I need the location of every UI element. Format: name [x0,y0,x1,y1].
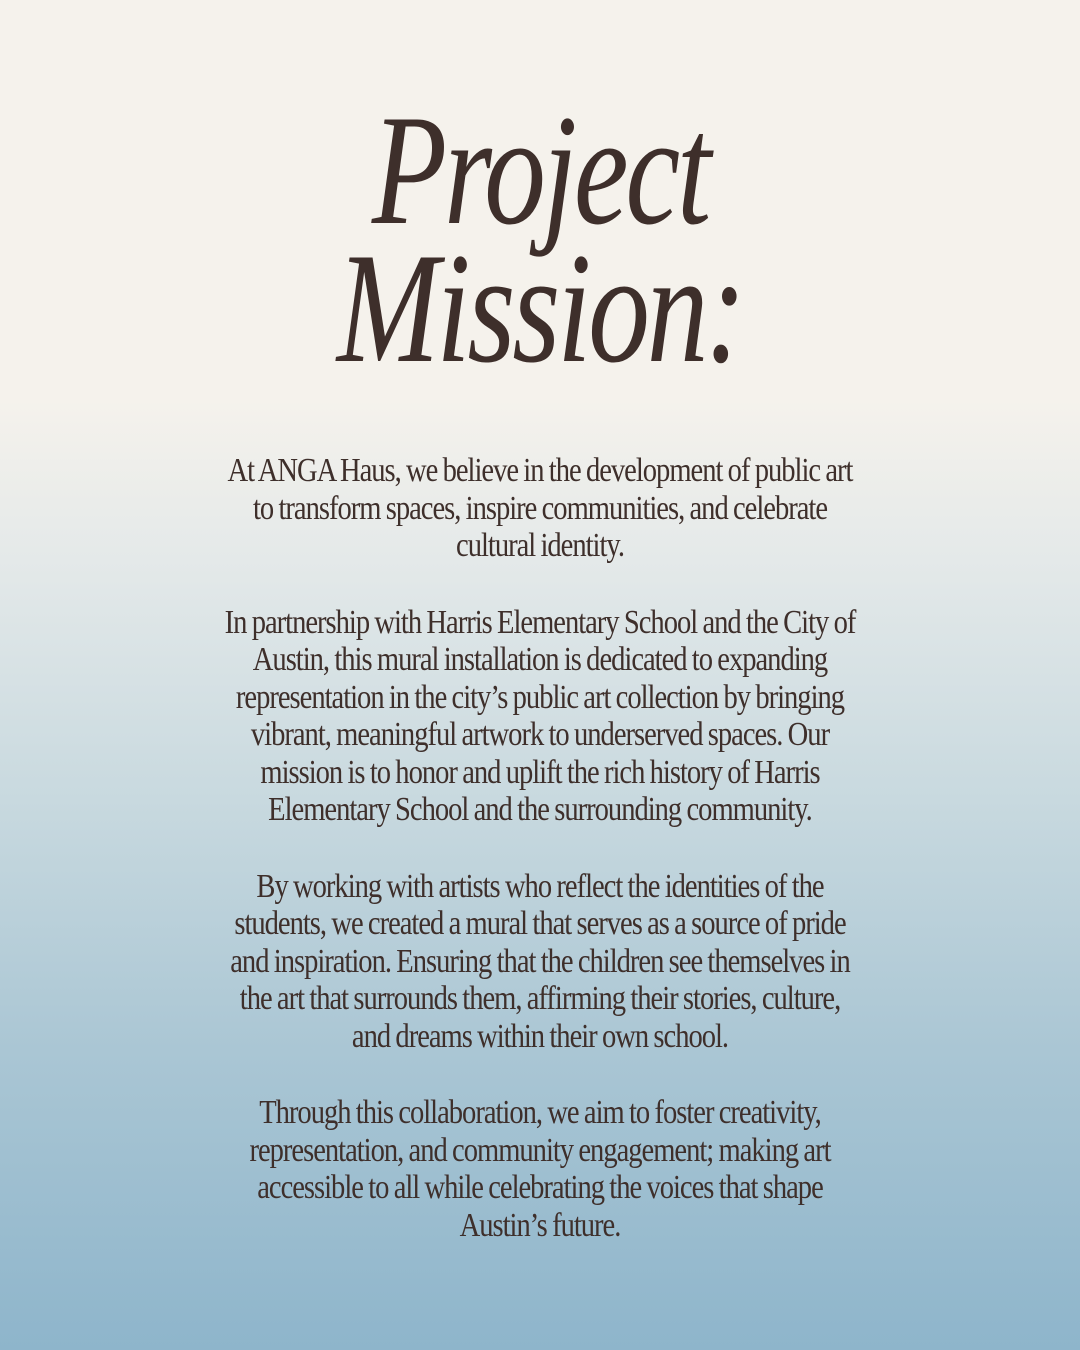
mission-body [140,452,940,1283]
text-line: vibrant, meaningful artwork to underserved spaces. Our [250,716,830,753]
text-line: and inspiration. Ensuring that the children see themselves in [230,942,850,980]
text-line: Through this collaboration, we aim to foster creativity, [259,1094,821,1131]
text-line: mission is to honor and uplift the rich history of Harris [260,753,820,791]
paragraph-partnership [204,604,876,829]
paragraph-intro [204,452,876,565]
text-line: the art that surrounds them, affirming their stories, culture, [239,980,841,1017]
text-line: At ANGA Haus, we believe in the development of public art [227,452,853,489]
text-line: students, we created a mural that serves as a source of pride [234,905,846,942]
text-line: to transform spaces, inspire communities, and celebrate [253,489,827,527]
text-line: In partnership with Harris Elementary School and the City of [224,603,856,641]
text-line: cultural identity. [456,527,624,564]
text-line: representation, and community engagement; making art [249,1131,831,1169]
title-line-2: Mission: [336,221,744,396]
paragraph-artists [204,868,876,1056]
text-line: accessible to all while celebrating the voices that shape [257,1169,823,1206]
text-line: Austin, this mural installation is dedicated to expanding [252,641,828,678]
text-line: Elementary School and the surrounding community. [268,791,812,828]
text-line: representation in the city’s public art collection by bringing [235,678,845,716]
text-line: and dreams within their own school. [351,1017,729,1055]
paragraph-collaboration [204,1094,876,1244]
text-line: Austin’s future. [459,1206,621,1244]
title-line-1: Project [371,83,709,258]
page-title [0,83,1080,396]
text-line: By working with artists who reflect the identities of the [256,867,824,905]
